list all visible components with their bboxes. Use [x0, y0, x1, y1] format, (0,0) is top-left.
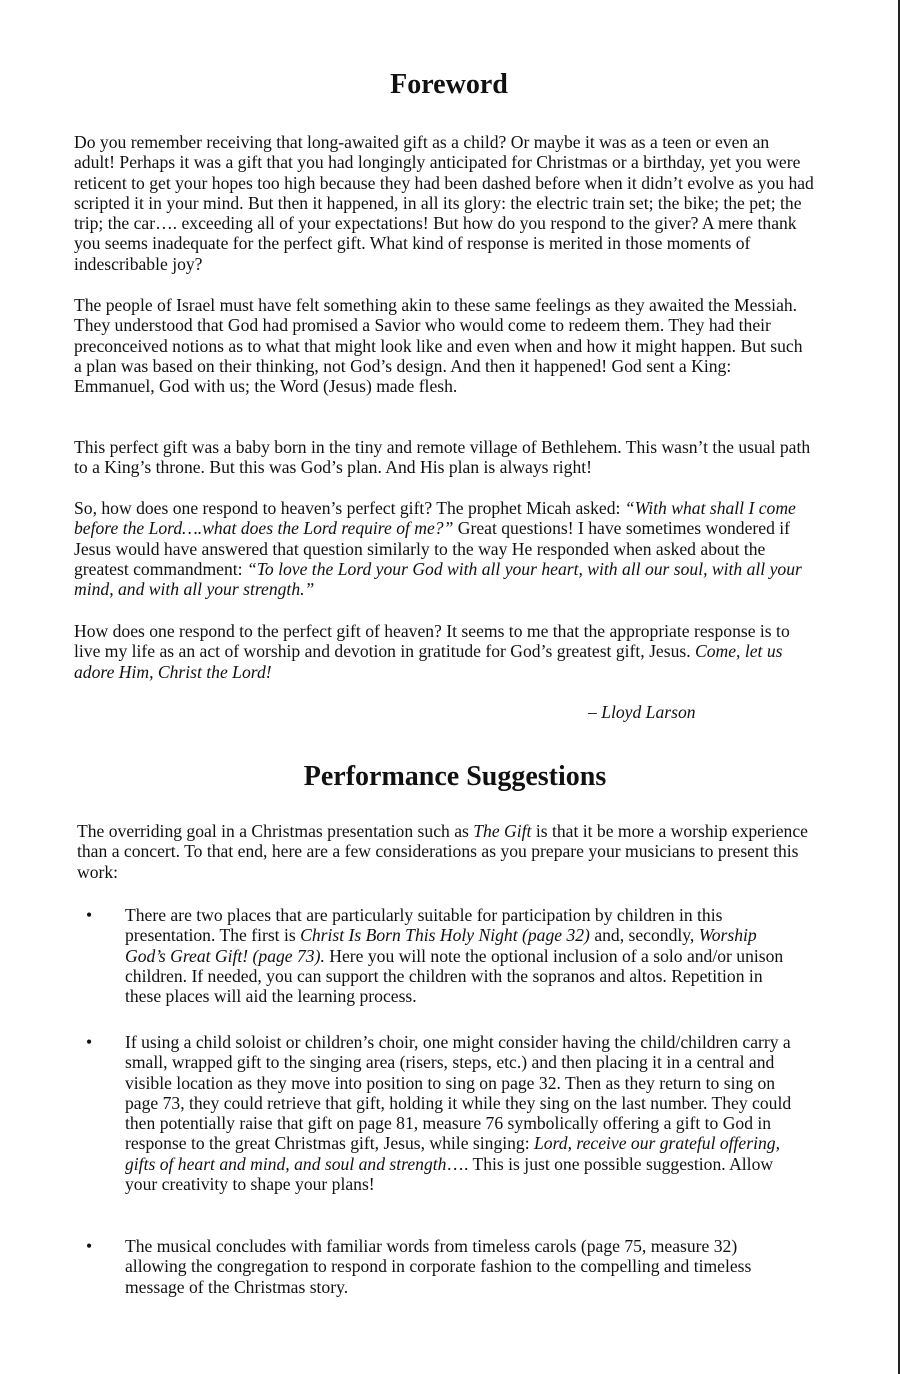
intro-text-c: is that it be more a worship experience than a concert. To that end, here are a few considerations as you prepare your musicians to present this work: — [77, 821, 808, 882]
foreword-paragraph-1: Do you remember receiving that long-awaited gift as a child? Or maybe it was as a teen or even an adult! Perhaps it was a gift that you had longingly anticipated for Christmas or a birthday, yet you were reticent to get your hopes too high because they had been dashed before when it didn’t evolve as you had scripted it in your mind. But then it happened, in all its glory: the electric train set; the bike; the pet; the trip; the car…. exceeding all of your expectations! But how do you respond to the giver? A mere thank you seems inadequate for the perfect gift. What kind of response is merited in those moments of indescribable joy? — [74, 132, 814, 274]
bullet-dot: • — [86, 1032, 93, 1052]
b1-song-2: Worship God’s Great Gift! (page 73). — [125, 925, 757, 966]
intro-text-a: The overriding goal in a Christmas presentation such as — [77, 821, 474, 841]
b1-text-e: Here you will note the optional inclusion of a solo and/or unison children. If needed, you can support the children with the sopranos and altos. Repetition in these places will aid the learning process. — [125, 945, 784, 1007]
b1-song-1: Christ Is Born This Holy Night (page 32) — [300, 925, 590, 946]
p5-text-a: How does one respond to the perfect gift of heaven? It seems to me that the appropriate response is to live my life as an act of worship and devotion in gratitude for God’s greatest gift, Jesus. — [74, 621, 790, 662]
foreword-paragraph-3: This perfect gift was a baby born in the tiny and remote village of Bethlehem. This wasn’t the usual path to a King’s throne. But this was God’s plan. And His plan is always right! — [74, 437, 811, 478]
author-signature: – Lloyd Larson — [588, 702, 696, 722]
bullet-text — [125, 1032, 800, 1194]
b2-text-a: If using a child soloist or children’s choir, one might consider having the child/children carry a small, wrapped gift to the singing area (risers, steps, etc.) and then placing it in a central and visible location as they move into position to sing on page 32. Then as they return to sing on page 73, they could retrieve that gift, holding it while they sing on the last number. They could then potentially raise that gift on page 81, measure 76 symbolically offering a gift to God in response to the great Christmas gift, Jesus, while singing: — [125, 1032, 792, 1154]
adore-quote: Come, let us adore Him, Christ the Lord! — [74, 641, 783, 682]
foreword-paragraph-5 — [74, 621, 814, 682]
foreword-paragraph-2: The people of Israel must have felt something akin to these same feelings as they awaited the Messiah. They understood that God had promised a Savior who would come to redeem them. They had their preconceived notions as to what that might look like and even when and how it might happen. But such a plan was based on their thinking, not God’s design. And then it happened! God sent a King: Emmanuel, God with us; the Word (Jesus) made flesh. — [74, 295, 803, 397]
title-the-gift: The Gift — [473, 821, 532, 841]
foreword-paragraph-4 — [74, 498, 814, 599]
b2-text-c: …. This is just one possible suggestion. Allow your creativity to shape your plans! — [125, 1153, 774, 1195]
bullet-text — [125, 905, 800, 1006]
p4-text-a: So, how does one respond to heaven’s perfect gift? The prophet Micah asked: — [74, 498, 625, 518]
b1-text-a: There are two places that are particularly suitable for participation by children in this presentation. The first is — [125, 905, 723, 946]
b2-lyric: Lord, receive our grateful offering, gifts of heart and mind, and soul and strength — [125, 1133, 780, 1174]
performance-title: Performance Suggestions — [303, 761, 607, 792]
micah-quote: “With what shall I come before the Lord….what does the Lord require of me?” — [74, 498, 796, 539]
bullet-text: The musical concludes with familiar words from timeless carols (page 75, measure 32) allowing the congregation to respond in corporate fashion to the compelling and timeless message of the Christmas story. — [125, 1236, 752, 1297]
commandment-quote: “To love the Lord your God with all your heart, with all our soul, with all your mind, and with all your strength.” — [74, 558, 802, 600]
p4-text-c: Great questions! I have sometimes wondered if Jesus would have answered that question similarly to the way He responded when asked about the greatest commandment: — [74, 518, 791, 579]
bullet-dot: • — [86, 905, 93, 925]
foreword-title: Foreword — [390, 69, 508, 100]
b1-text-c: and, secondly, — [589, 925, 699, 946]
bullet-dot: • — [86, 1236, 93, 1256]
performance-intro — [77, 821, 817, 882]
